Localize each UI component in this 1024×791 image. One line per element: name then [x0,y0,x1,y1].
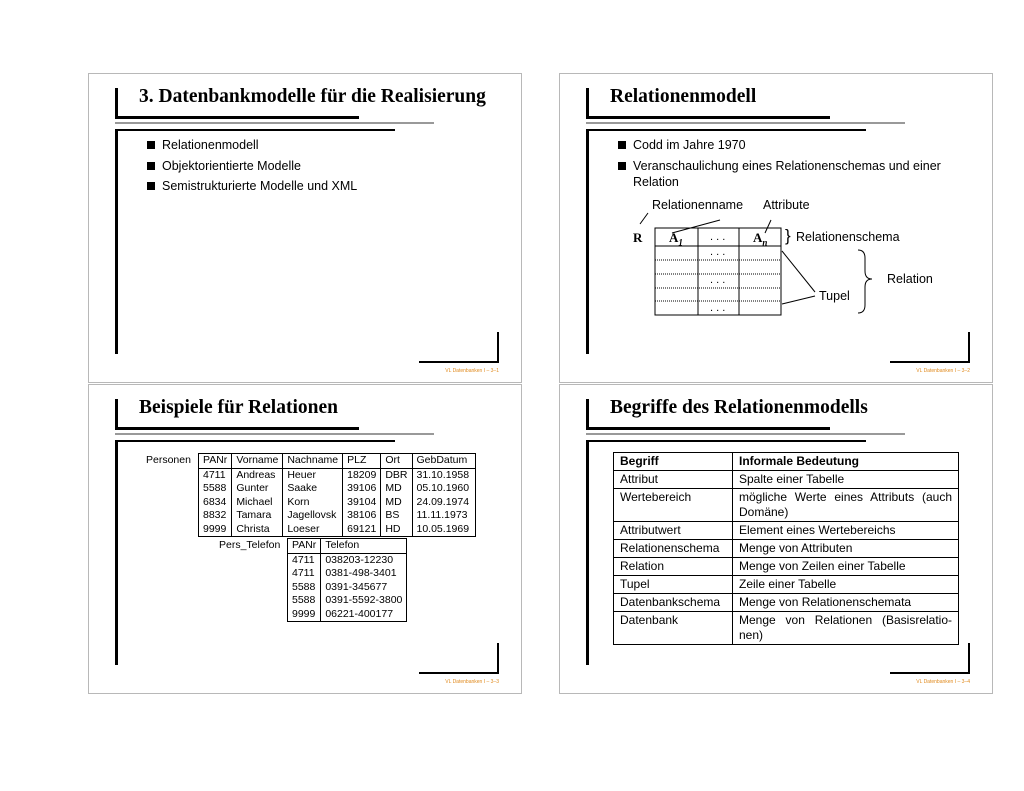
table-header-row [199,454,475,468]
table-cell: BS [381,509,412,523]
slide-3 [88,384,522,694]
table-row [199,468,475,482]
column-header: PANr [288,539,321,553]
table-cell: 8832 [203,509,227,521]
table-cell: 038203-12230 [321,553,407,567]
meaning-cell: Menge von Relationen (Basisrelatio- nen) [733,612,959,645]
table-cell: 39104 [343,496,381,510]
terms-table [613,452,959,645]
column-header: Vorname [232,454,283,468]
slide-title: Relationenmodell [610,86,757,107]
diagram-lines [560,74,994,384]
slide-title: Begriffe des Relationenmodells [610,397,868,418]
relation-name-pers-telefon: Pers_Telefon [219,539,281,551]
table-row [288,553,406,567]
table-cell: 9999 [292,607,316,620]
column-header: Begriff [614,453,733,471]
term-cell: Tupel [614,576,733,594]
meaning-cell: Menge von Relationenschemata [733,594,959,612]
slide-footer: VL Datenbanken I – 3–3 [445,679,499,685]
meaning-cell: Zeile einer Tabelle [733,576,959,594]
slide-footer: VL Datenbanken I – 3–2 [916,368,970,374]
attribute-an-sub: n [762,237,768,248]
table-cell: 4711 [292,553,315,566]
table-row [199,523,475,537]
term-cell: Wertebereich [614,489,733,522]
slide-4 [559,384,993,694]
meaning-cell: Menge von Attributen [733,540,959,558]
table-header-row [614,453,959,471]
table-cell: 69121 [343,523,381,537]
corner-bracket [419,672,499,674]
column-header: PANr [199,454,232,468]
table-cell: Loeser [283,523,343,537]
table-row [199,509,475,523]
title-underline-gray [115,122,434,124]
attribute-an-letter: A [753,230,763,245]
table-cell: Heuer [283,468,343,482]
table-cell: Saake [283,482,343,496]
telefon-table [288,539,406,621]
frame-top [586,440,866,442]
table-row [614,522,959,540]
frame-left [586,440,589,665]
table-cell: 9999 [203,522,227,535]
meaning-cell: Spalte einer Tabelle [733,471,959,489]
bullet-square-icon [147,141,155,149]
relation-name-r: R [633,230,643,245]
slide-1 [88,73,522,383]
table-cell: Korn [283,496,343,510]
relation-name-personen: Personen [146,454,191,466]
label-relation: Relation [887,272,933,286]
table-cell: 4711 [203,468,226,481]
table-row [614,612,959,645]
personen-table [199,454,475,536]
table-cell: Andreas [232,468,283,482]
slide-2 [559,73,993,383]
slide-title: Beispiele für Relationen [139,397,338,418]
frame-top [115,440,395,442]
frame-left [115,440,118,665]
column-header: PLZ [343,454,381,468]
label-attribute: Attribute [763,198,810,212]
corner-bracket [497,643,499,674]
row-dots: . . . [710,302,726,314]
column-header: Nachname [283,454,343,468]
table-row [614,540,959,558]
term-cell: Datenbank [614,612,733,645]
frame-top [115,129,395,131]
meaning-cell: mögliche Werte eines Attributs (auch Domäne) [733,489,959,522]
table-cell: Michael [232,496,283,510]
title-bar [586,399,589,429]
table-row [199,482,475,496]
column-header: Telefon [321,539,407,553]
relation-diagram [560,74,994,384]
table-cell: 5588 [292,594,316,606]
bullet-item [147,158,487,174]
meaning-cell: Menge von Zeilen einer Tabelle [733,558,959,576]
title-underline-gray [115,433,434,435]
table-cell: 0391-345677 [321,581,407,595]
attribute-a1-sub: 1 [678,237,683,248]
table-cell: 18209 [343,468,381,482]
corner-bracket [890,672,970,674]
corner-bracket [419,361,499,363]
title-bar [115,399,118,429]
column-header: Informale Bedeutung [733,453,959,471]
table-cell: Tamara [232,509,283,523]
table-cell: Christa [232,523,283,537]
bullet-square-icon [147,182,155,190]
relation-brace [858,250,872,313]
table-cell: HD [381,523,412,537]
table-cell: 31.10.1958 [412,468,475,482]
telefon-table-frame [287,538,407,622]
table-cell: 4711 [292,567,315,579]
table-cell: MD [381,496,412,510]
table-cell: 10.05.1969 [412,523,475,537]
table-cell: 06221-400177 [321,608,407,622]
table-row [614,558,959,576]
table-cell: 5588 [203,482,227,494]
table-cell: 6834 [203,495,227,508]
term-cell: Datenbankschema [614,594,733,612]
table-row [614,576,959,594]
label-relationenschema: Relationenschema [796,230,900,244]
attribute-a1 [669,230,683,248]
slide-title: 3. Datenbankmodelle für die Realisierung [139,86,486,107]
bullet-text: Objektorientierte Modelle [162,158,301,173]
table-row [199,496,475,510]
table-cell: Jagellovsk [283,509,343,523]
table-cell: Gunter [232,482,283,496]
bullet-text: Codd im Jahre 1970 [633,138,746,152]
slide-footer: VL Datenbanken I – 3–4 [916,679,970,685]
meaning-cell: Element eines Wertebereichs [733,522,959,540]
corner-bracket [890,361,970,363]
attribute-a1-letter: A [669,230,679,245]
personen-table-frame [198,453,476,537]
slide-footer: VL Datenbanken I – 3–1 [445,368,499,374]
arrow-tupel-1 [782,251,815,292]
bullet-item [147,137,487,153]
table-header-row [288,539,406,553]
attribute-an [753,230,767,248]
arrow-relationenname [640,213,648,224]
corner-bracket [497,332,499,363]
table-row [614,471,959,489]
table-cell: 11.11.1973 [412,509,475,523]
column-header: Ort [381,454,412,468]
frame-left [115,129,118,354]
table-cell: 38106 [343,509,381,523]
table-row [614,594,959,612]
title-underline-gray [586,433,905,435]
term-cell: Relation [614,558,733,576]
table-cell: 5588 [292,580,316,593]
term-cell: Relationenschema [614,540,733,558]
corner-bracket [968,643,970,674]
table-cell: 05.10.1960 [412,482,475,496]
label-relationenname: Relationenname [652,198,744,212]
table-row [288,594,406,608]
bullet-square-icon [147,162,155,170]
table-row [288,567,406,581]
term-cell: Attribut [614,471,733,489]
table-cell: 39106 [343,482,381,496]
schema-brace: } [785,226,791,245]
bullet-text: Veranschaulichung eines Relationenschemas und einer Relation [633,158,941,189]
title-underline [115,427,359,430]
table-cell: 24.09.1974 [412,496,475,510]
table-row [288,608,406,622]
arrow-tupel-2 [782,296,815,304]
label-tupel: Tupel [819,289,850,303]
row-dots: . . . [710,246,726,258]
term-cell: Attributwert [614,522,733,540]
bullet-text: Relationenmodell [162,138,259,152]
title-underline [586,427,830,430]
row-dots: . . . [710,274,726,286]
bullet-list [147,137,487,199]
table-cell: DBR [381,468,412,482]
table-row [614,489,959,522]
table-cell: 0381-498-3401 [321,567,407,581]
column-header: GebDatum [412,454,475,468]
title-bar [115,88,118,118]
table-cell: 0391-5592-3800 [321,594,407,608]
title-underline [115,116,359,119]
table-cell: MD [381,482,412,496]
corner-bracket [968,332,970,363]
bullet-text: Semistrukturierte Modelle und XML [162,179,358,193]
attribute-dots: . . . [710,231,726,243]
bullet-item [147,178,487,194]
table-row [288,581,406,595]
